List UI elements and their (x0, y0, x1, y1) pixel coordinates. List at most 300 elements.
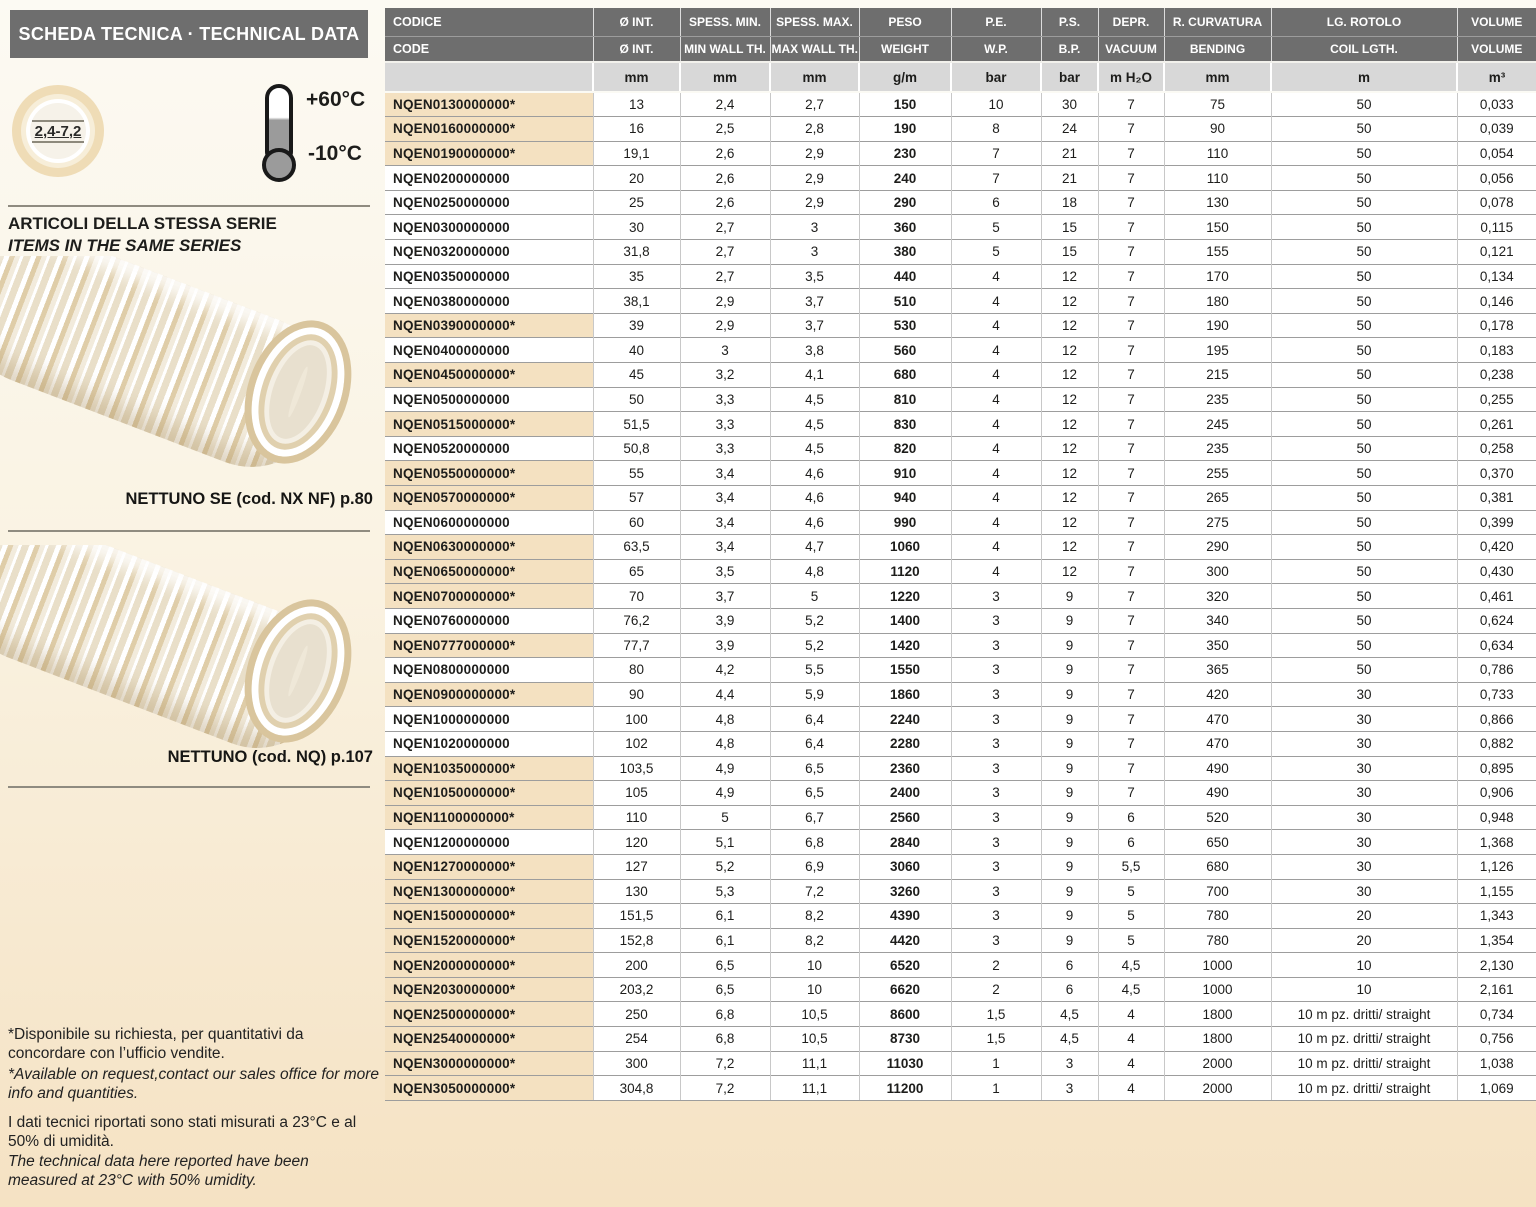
table-cell: 780 (1164, 928, 1271, 953)
table-cell: 9 (1041, 658, 1098, 683)
table-cell: 65 (593, 559, 680, 584)
table-cell: 215 (1164, 363, 1271, 388)
table-cell: 45 (593, 363, 680, 388)
table-cell: 9 (1041, 879, 1098, 904)
column-subheader: B.P. (1041, 36, 1098, 62)
table-cell: 2000 (1164, 1051, 1271, 1076)
table-cell: 3 (951, 608, 1041, 633)
table-cell: 4,5 (770, 387, 859, 412)
table-cell: 3 (951, 707, 1041, 732)
table-cell: 50 (1271, 215, 1457, 240)
table-cell: 6,8 (680, 1002, 770, 1027)
table-cell: 530 (859, 313, 951, 338)
table-row (385, 313, 1536, 338)
table-cell: 5 (770, 584, 859, 609)
table-cell: 12 (1041, 535, 1098, 560)
product-code-cell: NQEN0800000000 (385, 658, 593, 683)
wall-thickness-range: 2,4-7,2 (32, 120, 85, 143)
table-cell: 0,756 (1457, 1027, 1536, 1052)
column-header: VOLUME (1457, 8, 1536, 36)
table-cell: 90 (1164, 117, 1271, 142)
product-code-cell: NQEN0250000000 (385, 190, 593, 215)
product-code-cell: NQEN0130000000* (385, 92, 593, 117)
table-cell: 254 (593, 1027, 680, 1052)
table-cell: 940 (859, 486, 951, 511)
table-cell: 1120 (859, 559, 951, 584)
table-cell: 50 (1271, 486, 1457, 511)
product-code-cell: NQEN0500000000 (385, 387, 593, 412)
table-cell: 7 (1098, 535, 1164, 560)
table-cell: 50 (1271, 141, 1457, 166)
badge-center (30, 103, 86, 159)
table-row (385, 141, 1536, 166)
table-cell: 560 (859, 338, 951, 363)
table-cell: 3 (1041, 1051, 1098, 1076)
table-cell: 3 (951, 781, 1041, 806)
table-cell: 2 (951, 953, 1041, 978)
footnote-measured-en: The technical data here reported have been measured at 23°C with 50% umidity. (8, 1153, 309, 1190)
footnote-measured-it: I dati tecnici riportati sono stati misurati a 23°C e al 50% di umidità. (8, 1113, 357, 1150)
table-cell: 2560 (859, 805, 951, 830)
table-cell: 1550 (859, 658, 951, 683)
table-cell: 3 (770, 215, 859, 240)
table-cell: 50 (1271, 412, 1457, 437)
table-cell: 4,5 (1098, 953, 1164, 978)
table-cell: 57 (593, 486, 680, 511)
table-cell: 2840 (859, 830, 951, 855)
table-cell: 6 (1098, 805, 1164, 830)
table-row (385, 707, 1536, 732)
table-cell: 4,8 (680, 731, 770, 756)
table-row (385, 510, 1536, 535)
table-cell: 3 (951, 854, 1041, 879)
table-cell: 50 (1271, 289, 1457, 314)
product-code-cell: NQEN0570000000* (385, 486, 593, 511)
table-cell: 520 (1164, 805, 1271, 830)
table-cell: 30 (1271, 781, 1457, 806)
table-cell: 103,5 (593, 756, 680, 781)
badge-ring (26, 99, 90, 163)
table-cell: 3 (770, 240, 859, 265)
table-cell: 20 (1271, 904, 1457, 929)
table-cell: 3260 (859, 879, 951, 904)
table-cell: 10 (770, 953, 859, 978)
table-cell: 50 (1271, 240, 1457, 265)
product-code-cell: NQEN0320000000 (385, 240, 593, 265)
product-code-cell: NQEN1520000000* (385, 928, 593, 953)
product-code-cell: NQEN1300000000* (385, 879, 593, 904)
table-cell: 20 (593, 166, 680, 191)
product-code-cell: NQEN0450000000* (385, 363, 593, 388)
table-cell: 12 (1041, 313, 1098, 338)
table-cell: 30 (1271, 854, 1457, 879)
table-cell: 910 (859, 461, 951, 486)
table-cell: 7,2 (770, 879, 859, 904)
product-code-cell: NQEN1050000000* (385, 781, 593, 806)
table-cell: 2,6 (680, 166, 770, 191)
thermometer-icon (262, 84, 298, 184)
table-cell: 50 (1271, 313, 1457, 338)
table-cell: 18 (1041, 190, 1098, 215)
unit-label: mm (680, 62, 770, 92)
table-cell: 9 (1041, 707, 1098, 732)
table-cell: 5,5 (770, 658, 859, 683)
table-cell: 3,3 (680, 412, 770, 437)
badge-ring (21, 94, 95, 168)
table-cell: 1800 (1164, 1027, 1271, 1052)
table-cell: 38,1 (593, 289, 680, 314)
table-cell: 1,343 (1457, 904, 1536, 929)
table-row (385, 830, 1536, 855)
product-code-cell: NQEN0777000000* (385, 633, 593, 658)
table-cell: 680 (1164, 854, 1271, 879)
table-cell: 30 (1271, 731, 1457, 756)
table-cell: 190 (859, 117, 951, 142)
table-cell: 1000 (1164, 953, 1271, 978)
table-cell: 9 (1041, 854, 1098, 879)
table-cell: 3,7 (770, 313, 859, 338)
table-cell: 8,2 (770, 904, 859, 929)
table-cell: 90 (593, 682, 680, 707)
table-cell: 440 (859, 264, 951, 289)
table-cell: 5,2 (770, 608, 859, 633)
table-cell: 5 (680, 805, 770, 830)
product-code-cell: NQEN1020000000 (385, 731, 593, 756)
table-cell: 350 (1164, 633, 1271, 658)
table-cell: 2,6 (680, 141, 770, 166)
table-cell: 50 (1271, 92, 1457, 117)
table-cell: 2,9 (680, 289, 770, 314)
technical-data-table (385, 8, 1536, 1101)
table-cell: 12 (1041, 461, 1098, 486)
table-cell: 24 (1041, 117, 1098, 142)
table-cell: 4 (951, 313, 1041, 338)
table-cell: 265 (1164, 486, 1271, 511)
table-cell: 7 (1098, 559, 1164, 584)
column-subheader: WEIGHT (859, 36, 951, 62)
table-row (385, 559, 1536, 584)
table-cell: 2400 (859, 781, 951, 806)
table-cell: 4,2 (680, 658, 770, 683)
table-cell: 0,255 (1457, 387, 1536, 412)
table-cell: 4 (951, 510, 1041, 535)
table-row (385, 240, 1536, 265)
table-cell: 4 (951, 486, 1041, 511)
table-cell: 650 (1164, 830, 1271, 855)
table-cell: 250 (593, 1002, 680, 1027)
table-cell: 7 (1098, 387, 1164, 412)
table-cell: 7 (1098, 215, 1164, 240)
table-cell: 6,4 (770, 707, 859, 732)
table-cell: 290 (1164, 535, 1271, 560)
table-row (385, 117, 1536, 142)
table-cell: 35 (593, 264, 680, 289)
table-cell: 1800 (1164, 1002, 1271, 1027)
table-row (385, 289, 1536, 314)
table-row (385, 387, 1536, 412)
product-code-cell: NQEN0380000000 (385, 289, 593, 314)
unit-label: m (1271, 62, 1457, 92)
table-cell: 9 (1041, 904, 1098, 929)
unit-label: bar (951, 62, 1041, 92)
table-cell: 6,4 (770, 731, 859, 756)
table-cell: 4 (1098, 1051, 1164, 1076)
table-cell: 11200 (859, 1076, 951, 1101)
table-cell: 300 (1164, 559, 1271, 584)
table-cell: 3,2 (680, 363, 770, 388)
table-cell: 130 (1164, 190, 1271, 215)
table-row (385, 953, 1536, 978)
column-header: SPESS. MAX. (770, 8, 859, 36)
column-subheader: MAX WALL TH. (770, 36, 859, 62)
table-cell: 0,056 (1457, 166, 1536, 191)
table-row (385, 338, 1536, 363)
table-cell: 2,8 (770, 117, 859, 142)
table-cell: 2,161 (1457, 977, 1536, 1002)
table-cell: 30 (1271, 682, 1457, 707)
table-cell: 0,733 (1457, 682, 1536, 707)
table-cell: 4 (951, 412, 1041, 437)
table-row (385, 756, 1536, 781)
table-cell: 4 (1098, 1027, 1164, 1052)
table-cell: 3 (951, 756, 1041, 781)
table-cell: 130 (593, 879, 680, 904)
product-code-cell: NQEN1000000000 (385, 707, 593, 732)
table-cell: 3 (951, 928, 1041, 953)
table-cell: 2,9 (770, 166, 859, 191)
table-cell: 50 (1271, 338, 1457, 363)
product-code-cell: NQEN3050000000* (385, 1076, 593, 1101)
table-cell: 7 (1098, 289, 1164, 314)
table-cell: 4 (951, 559, 1041, 584)
table-cell: 12 (1041, 412, 1098, 437)
table-cell: 3 (951, 658, 1041, 683)
unit-label: mm (770, 62, 859, 92)
table-cell: 155 (1164, 240, 1271, 265)
table-cell: 5 (951, 240, 1041, 265)
table-cell: 320 (1164, 584, 1271, 609)
table-cell: 2000 (1164, 1076, 1271, 1101)
table-cell: 7 (1098, 584, 1164, 609)
table-cell: 235 (1164, 387, 1271, 412)
table-row (385, 166, 1536, 191)
table-cell: 7 (1098, 363, 1164, 388)
table-row (385, 486, 1536, 511)
table-cell: 2,4 (680, 92, 770, 117)
table-cell: 2,9 (680, 313, 770, 338)
table-cell: 6620 (859, 977, 951, 1002)
table-row (385, 1027, 1536, 1052)
table-cell: 4 (1098, 1002, 1164, 1027)
table-cell: 10 (770, 977, 859, 1002)
series-heading-en: ITEMS IN THE SAME SERIES (8, 236, 242, 255)
table-cell: 100 (593, 707, 680, 732)
table-cell: 10,5 (770, 1027, 859, 1052)
table-cell: 7 (1098, 313, 1164, 338)
unit-label: mm (593, 62, 680, 92)
product-code-cell: NQEN0700000000* (385, 584, 593, 609)
product-code-cell: NQEN0520000000 (385, 436, 593, 461)
product-code-cell: NQEN0300000000 (385, 215, 593, 240)
table-cell: 1,368 (1457, 830, 1536, 855)
table-cell: 0,238 (1457, 363, 1536, 388)
table-cell: 7 (1098, 682, 1164, 707)
table-cell: 4,5 (1098, 977, 1164, 1002)
table-cell: 3,4 (680, 461, 770, 486)
product-code-cell: NQEN0160000000* (385, 117, 593, 142)
column-header: P.E. (951, 8, 1041, 36)
table-cell: 470 (1164, 731, 1271, 756)
table-cell: 50 (1271, 559, 1457, 584)
table-cell: 5 (1098, 928, 1164, 953)
table-cell: 0,399 (1457, 510, 1536, 535)
sidebar (0, 0, 385, 1207)
table-cell: 4,1 (770, 363, 859, 388)
table-row (385, 1076, 1536, 1101)
table-head (385, 8, 1536, 92)
table-cell: 6 (1098, 830, 1164, 855)
table-cell: 50 (1271, 461, 1457, 486)
table-cell: 2,7 (680, 264, 770, 289)
table-cell: 8,2 (770, 928, 859, 953)
table-row (385, 1002, 1536, 1027)
table-cell: 4,9 (680, 756, 770, 781)
product-code-cell: NQEN0630000000* (385, 535, 593, 560)
table-cell: 13 (593, 92, 680, 117)
table-cell: 7 (1098, 461, 1164, 486)
product-code-cell: NQEN1035000000* (385, 756, 593, 781)
table-cell: 3060 (859, 854, 951, 879)
table-row (385, 658, 1536, 683)
table-cell: 0,906 (1457, 781, 1536, 806)
table-cell: 60 (593, 510, 680, 535)
table-cell: 0,183 (1457, 338, 1536, 363)
unit-label: m H₂O (1098, 62, 1164, 92)
table-cell: 9 (1041, 633, 1098, 658)
table-cell: 3,8 (770, 338, 859, 363)
table-cell: 30 (1271, 805, 1457, 830)
divider (8, 530, 370, 532)
table-cell: 0,078 (1457, 190, 1536, 215)
table-cell: 55 (593, 461, 680, 486)
table-cell: 11030 (859, 1051, 951, 1076)
table-cell: 340 (1164, 608, 1271, 633)
table-cell: 4 (951, 436, 1041, 461)
divider (8, 205, 370, 207)
table-cell: 31,8 (593, 240, 680, 265)
table-cell: 0,624 (1457, 608, 1536, 633)
product-code-cell: NQEN1270000000* (385, 854, 593, 879)
table-cell: 8600 (859, 1002, 951, 1027)
table-cell: 304,8 (593, 1076, 680, 1101)
table-cell: 9 (1041, 584, 1098, 609)
table-cell: 1,126 (1457, 854, 1536, 879)
table-cell: 0,786 (1457, 658, 1536, 683)
table-cell: 6520 (859, 953, 951, 978)
table-cell: 110 (593, 805, 680, 830)
table-cell: 7 (1098, 486, 1164, 511)
table-cell: 80 (593, 658, 680, 683)
table-cell: 50 (1271, 658, 1457, 683)
table-cell: 50 (1271, 117, 1457, 142)
table-cell: 77,7 (593, 633, 680, 658)
table-row (385, 264, 1536, 289)
table-cell: 300 (593, 1051, 680, 1076)
table-cell: 0,178 (1457, 313, 1536, 338)
table-cell: 1060 (859, 535, 951, 560)
table-cell: 510 (859, 289, 951, 314)
table-cell: 7 (1098, 756, 1164, 781)
product-code-cell: NQEN0550000000* (385, 461, 593, 486)
column-header: CODICE (385, 8, 593, 36)
product-code-cell: NQEN2000000000* (385, 953, 593, 978)
table-cell: 4,5 (1041, 1027, 1098, 1052)
table-cell: 12 (1041, 289, 1098, 314)
table-cell: 11,1 (770, 1076, 859, 1101)
table-cell: 1,354 (1457, 928, 1536, 953)
table-cell: 5,5 (1098, 854, 1164, 879)
table-cell: 7 (1098, 436, 1164, 461)
table-cell: 9 (1041, 756, 1098, 781)
table-cell: 5,2 (770, 633, 859, 658)
table-cell: 4,6 (770, 486, 859, 511)
hose-caption-nettuno-se: NETTUNO SE (cod. NX NF) p.80 (125, 490, 373, 508)
table-cell: 1,038 (1457, 1051, 1536, 1076)
table-row (385, 781, 1536, 806)
table-cell: 70 (593, 584, 680, 609)
table-row (385, 928, 1536, 953)
table-cell: 4 (951, 338, 1041, 363)
table-cell: 180 (1164, 289, 1271, 314)
table-cell: 40 (593, 338, 680, 363)
table-cell: 10 (1271, 977, 1457, 1002)
table-cell: 4,5 (770, 412, 859, 437)
table-cell: 3,4 (680, 486, 770, 511)
table-cell: 8 (951, 117, 1041, 142)
unit-label (385, 62, 593, 92)
table-cell: 2,7 (680, 215, 770, 240)
table-cell: 3 (680, 338, 770, 363)
table-cell: 700 (1164, 879, 1271, 904)
hose-image-nettuno (0, 545, 385, 775)
table-cell: 0,420 (1457, 535, 1536, 560)
table-row (385, 682, 1536, 707)
table-cell: 5,9 (770, 682, 859, 707)
table-row (385, 879, 1536, 904)
table-row (385, 535, 1536, 560)
table-cell: 3,3 (680, 436, 770, 461)
table-cell: 3,4 (680, 510, 770, 535)
table-cell: 0,895 (1457, 756, 1536, 781)
table-cell: 5,1 (680, 830, 770, 855)
table-cell: 30 (1271, 879, 1457, 904)
table-cell: 105 (593, 781, 680, 806)
table-row (385, 363, 1536, 388)
table-cell: 195 (1164, 338, 1271, 363)
table-cell: 360 (859, 215, 951, 240)
column-header: P.S. (1041, 8, 1098, 36)
table-cell: 3,7 (680, 584, 770, 609)
table-cell: 4 (951, 387, 1041, 412)
product-code-cell: NQEN0900000000* (385, 682, 593, 707)
table-cell: 0,381 (1457, 486, 1536, 511)
table-cell: 50 (593, 387, 680, 412)
column-subheader: VACUUM (1098, 36, 1164, 62)
table-cell: 50 (1271, 264, 1457, 289)
table-cell: 4,6 (770, 461, 859, 486)
unit-label: g/m (859, 62, 951, 92)
table-cell: 170 (1164, 264, 1271, 289)
